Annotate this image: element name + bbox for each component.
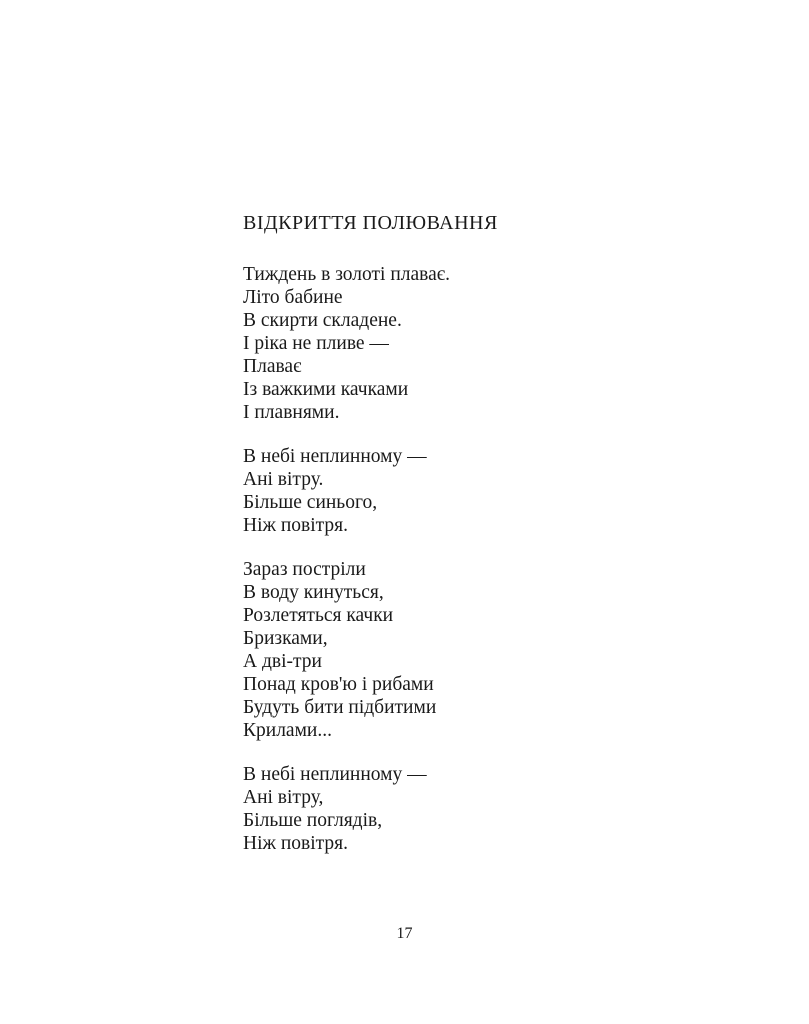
poem-line: Літо бабине [243, 287, 343, 308]
poem-line: Із важкими качками [243, 379, 409, 400]
poem-line: Будуть бити підбитими [243, 697, 437, 718]
poem-title: ВІДКРИТТЯ ПОЛЮВАННЯ [243, 212, 498, 234]
stanza-1 [243, 263, 723, 424]
poem-line: І ріка не пливе — [243, 333, 389, 354]
stanza-3 [243, 558, 723, 742]
poem-line: І плавнями. [243, 402, 340, 423]
poem-line: Ніж повітря. [243, 833, 349, 854]
poem-line: Більше синього, [243, 492, 378, 513]
poem-line: Плаває [243, 356, 302, 377]
stanza-4 [243, 763, 723, 855]
poem [243, 209, 723, 876]
poem-line: Бризками, [243, 628, 328, 649]
poem-line: Понад кров'ю і рибами [243, 674, 434, 695]
poem-line: Ані вітру. [243, 469, 324, 490]
poem-line: Зараз постріли [243, 559, 366, 580]
poem-line: Тиждень в золоті плаває. [243, 264, 450, 285]
stanza-2 [243, 445, 723, 537]
poem-line: В воду кинуться, [243, 582, 384, 603]
poem-line: Розлетяться качки [243, 605, 394, 626]
poem-line: Більше поглядів, [243, 810, 383, 831]
page-number: 17 [396, 925, 413, 942]
poem-line: Ніж повітря. [243, 515, 349, 536]
poem-line: Ані вітру, [243, 787, 324, 808]
poem-line: В небі неплинному — [243, 446, 427, 467]
poem-line: А дві-три [243, 651, 322, 672]
poem-line: В небі неплинному — [243, 764, 427, 785]
poem-line: Крилами... [243, 720, 332, 741]
poem-line: В скирти складене. [243, 310, 402, 331]
